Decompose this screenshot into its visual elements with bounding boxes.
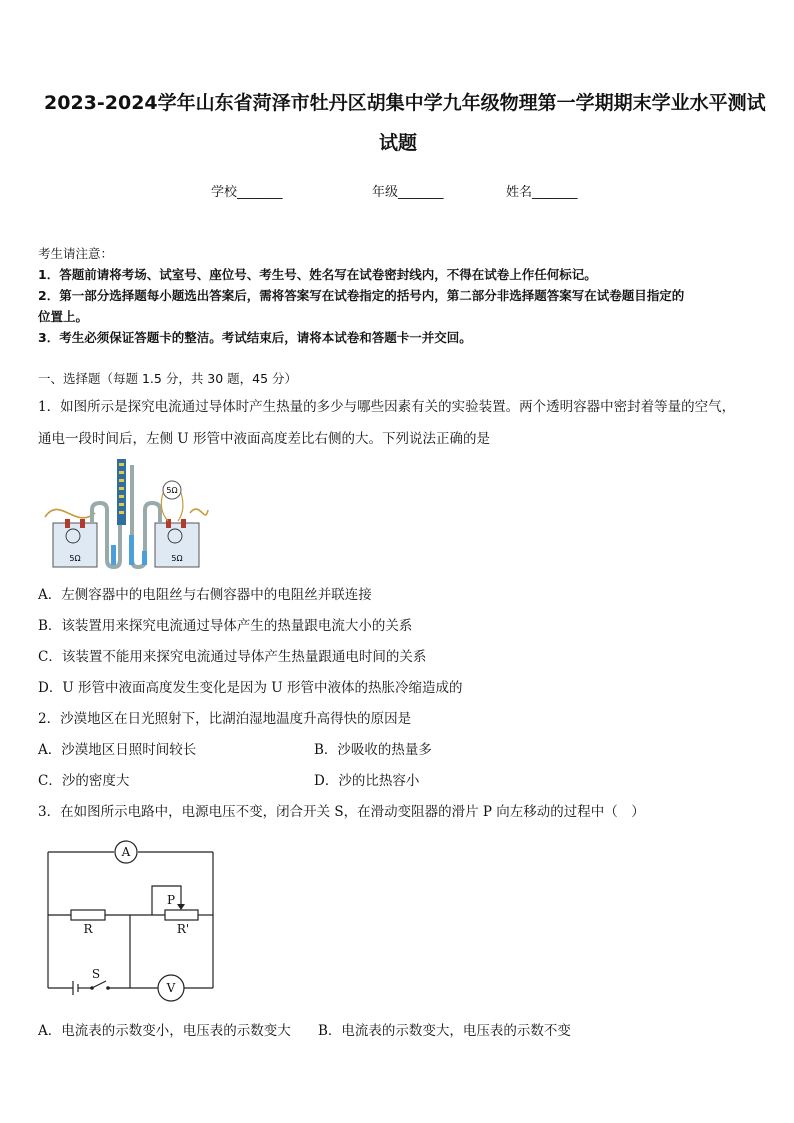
- slider-label: P: [166, 893, 176, 907]
- resistor-label: R: [83, 922, 93, 936]
- q2-option-d[interactable]: D．沙的比热容小: [314, 773, 420, 789]
- q1-stem-line2: 通电一段时间后，左侧 U 形管中液面高度差比右侧的大。下列说法正确的是: [38, 431, 490, 447]
- notice-heading: 考生请注意：: [38, 246, 114, 261]
- q1-option-b[interactable]: B．该装置用来探究电流通过导体产生的热量跟电流大小的关系: [38, 618, 413, 634]
- q1-apparatus-figure: [40, 455, 210, 575]
- right-resistor-label: 5Ω: [171, 554, 183, 563]
- rheostat-label: R': [176, 922, 190, 936]
- q3-option-b[interactable]: B．电流表的示数变大，电压表的示数不变: [318, 1023, 571, 1039]
- q2-option-c[interactable]: C．沙的密度大: [38, 773, 130, 789]
- q2-option-a[interactable]: A．沙漠地区日照时间较长: [38, 742, 197, 758]
- q2-stem: 2．沙漠地区在日光照射下，比湖泊湿地温度升高得快的原因是: [38, 711, 412, 727]
- grade-field[interactable]: 年级_______: [372, 185, 444, 200]
- left-resistor-label: 5Ω: [69, 554, 81, 563]
- notice-line-2a: 2．第一部分选择题每小题选出答案后，需将答案写在试卷指定的括号内，第二部分非选择题答案写在试卷题目指定的: [38, 288, 685, 303]
- ammeter-label: A: [121, 845, 131, 859]
- q3-stem: 3．在如图所示电路中，电源电压不变，闭合开关 S，在滑动变阻器的滑片 P 向左移动的过程中（ ）: [38, 804, 645, 820]
- q2-option-b[interactable]: B．沙吸收的热量多: [314, 742, 432, 758]
- notice-line-3: 3．考生必须保证答题卡的整洁。考试结束后，请将本试卷和答题卡一并交回。: [38, 330, 472, 345]
- notice-line-2b: 位置上。: [38, 309, 89, 324]
- top-resistor-label: 5Ω: [166, 486, 178, 495]
- notice-line-1: 1．答题前请将考场、试室号、座位号、考生号、姓名写在试卷密封线内，不得在试卷上作任何标记。: [38, 267, 597, 282]
- page-title-line2: 试题: [379, 132, 418, 154]
- q1-stem-line1: 1．如图所示是探究电流通过导体时产生热量的多少与哪些因素有关的实验装置。两个透明容器中密封着等量的空气，: [38, 399, 736, 415]
- school-field[interactable]: 学校_______: [211, 185, 283, 200]
- q1-option-c[interactable]: C．该装置不能用来探究电流通过导体产生热量跟通电时间的关系: [38, 649, 427, 665]
- q3-circuit-figure: [40, 838, 220, 1003]
- section-heading: 一、选择题（每题 1.5 分，共 30 题，45 分）: [38, 371, 298, 386]
- name-field[interactable]: 姓名_______: [506, 185, 578, 200]
- switch-label: S: [91, 967, 101, 981]
- voltmeter-label: V: [166, 981, 176, 995]
- q3-option-a[interactable]: A．电流表的示数变小，电压表的示数变大: [38, 1023, 291, 1039]
- page-title-line1: 2023-2024学年山东省菏泽市牡丹区胡集中学九年级物理第一学期期末学业水平测试: [44, 92, 766, 114]
- q1-option-a[interactable]: A．左侧容器中的电阻丝与右侧容器中的电阻丝并联连接: [38, 587, 372, 603]
- q1-option-d[interactable]: D．U 形管中液面高度发生变化是因为 U 形管中液体的热胀冷缩造成的: [38, 680, 463, 696]
